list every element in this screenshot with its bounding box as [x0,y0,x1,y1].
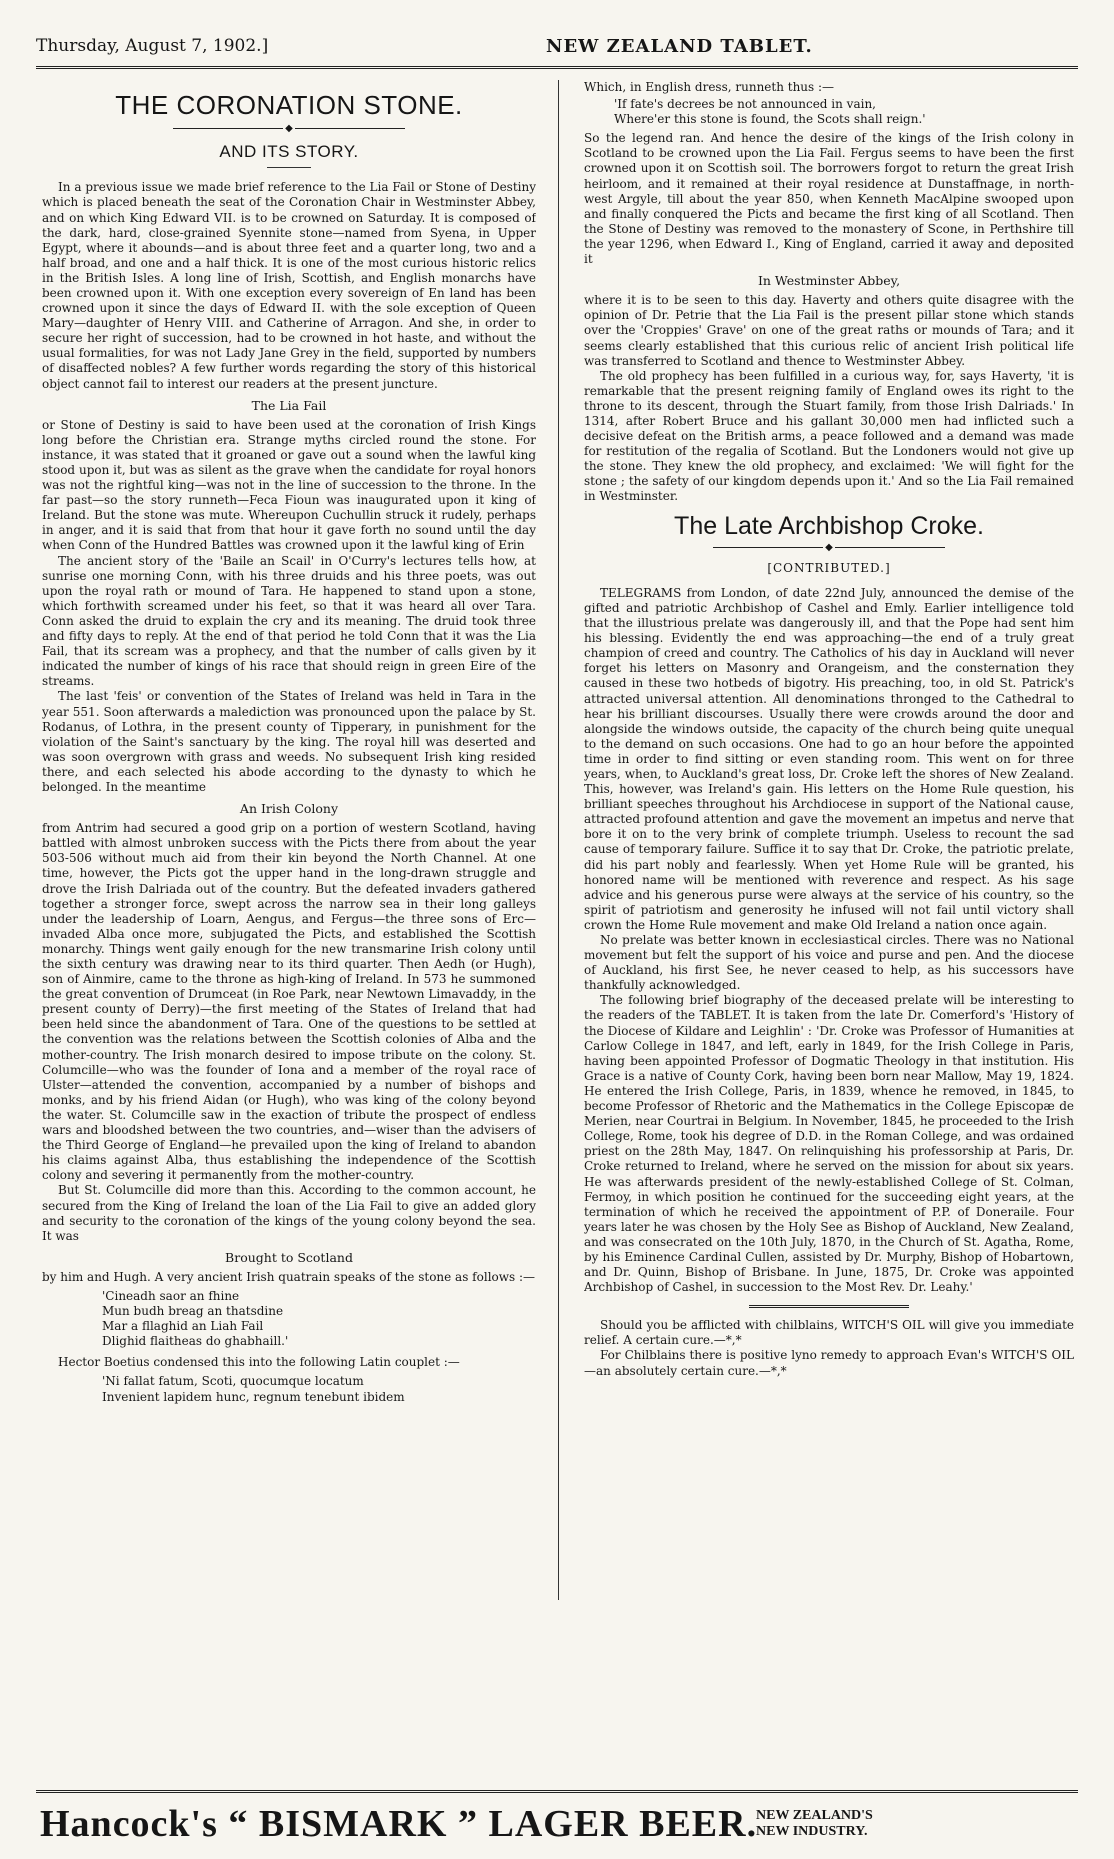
paper-title: NEW ZEALAND TABLET. [546,36,813,57]
article-title-coronation: THE CORONATION STONE. [115,90,463,120]
paragraph: The old prophecy has been fulfilled in a curious way, for, says Haverty, 'it is remarkable that the present reigning family of England owes its right to the throne to its descent, through the Stuart family, from those Irish Dalriads.' In 1314, after Robert Bruce and his gallant 30,000 men had inflicted such a decisive defeat on the British arms, a peace followed and a demand was made for restitution of the regalia of Scotland. But the Londoners would not give up the stone. They knew the old prophecy, and exclaimed: 'We will fight for the stone ; the safety of our kingdom depends upon it.' And so the Lia Fail remained in Westminster. [584,368,1074,504]
ornament-divider: ◆ [584,540,1074,555]
section-heading: An Irish Colony [239,801,339,817]
ad-tagline [756,1808,873,1840]
left-column [42,80,536,1599]
advertisement [36,1803,1078,1852]
page-header [36,36,1078,66]
paragraph: Hector Boetius condensed this into the following Latin couplet :— [58,1355,460,1370]
right-column [584,80,1074,1599]
irish-quatrain [102,1289,536,1349]
section-separator [749,1305,909,1308]
paragraph: In a previous issue we made brief reference to the Lia Fail or Stone of Destiny which is placed beneath the seat of the Coronation Chair in Westminster Abbey, and on which King Edward VII. is to be crowned on Saturday. It is composed of the dark, hard, close-grained Syennite stone—named from Syena, in Upper Egypt, where it abounds—and is about three feet and a quarter long, two and a half broad, and one and a half thick. It is one of the most curious historic relics in the British Isles. A long line of Irish, Scottish, and English monarchs have been crowned upon it. With one exception every sovereign of En land has been crowned upon it since the days of Edward II. with the sole exception of Queen Mary—daughter of Henry VIII. and Catherine of Arragon. And she, in order to secure her right of succession, had to be crowned in hot haste, and without the usual formalities, for was not Lady Jane Grey in the field, supported by numbers of disaffected nobles? A few further words regarding the story of this historical object cannot fail to interest our readers at the present juncture. [42,180,536,391]
notice: Should you be afflicted with chilblains, WITCH'S OIL will give you immediate relief. A certain cure.—*,* [584,1318,1074,1348]
issue-date: Thursday, August 7, 1902.] [36,36,269,56]
paragraph: The following brief biography of the deceased prelate will be interesting to the readers of the TABLET. It is taken from the late Dr. Comerford's 'History of the Diocese of Kildare and Leighlin' : 'Dr. Croke was Professor of Humanities at Carlow College in 1847, and left, early in 1849, for the Irish College in Paris, having been appointed Professor of Dogmatic Theology in that institution. His Grace is a native of County Cork, having been born near Mallow, May 19, 1824. He entered the Irish College, Paris, in 1839, whence he removed, in 1845, to become Professor of Rhetoric and the Mathematics in the College Episcopæ de Merien, near Courtrai in Belgium. In November, 1845, he proceeded to the Irish College, Rome, took his degree of D.D. in the Roman College, and was ordained priest on the 28th May, 1847. On relinquishing his professorship at Paris, Dr. Croke returned to Ireland, where he served on the mission for about six years. He was afterwards president of the newly-established College of St. Colman, Fermoy, in which position he continued for the succeeding eight years, at the termination of which he received the appointment of P.P. of Doneraile. Four years later he was chosen by the Holy See as Bishop of Auckland, New Zealand, and was consecrated on the 10th July, 1870, in the Church of St. Agatha, Rome, by his Eminence Cardinal Cullen, assisted by Dr. Murphy, Bishop of Hobartown, and Dr. Quinn, Bishop of Brisbane. In June, 1875, Dr. Croke was appointed Archbishop of Cashel, in succession to the Most Rev. Dr. Leahy.' [584,993,1074,1295]
paragraph: by him and Hugh. A very ancient Irish quatrain speaks of the stone as follows :— [42,1269,536,1284]
verse-line: Invenient lapidem hunc, regnum tenebunt ibidem [102,1389,405,1404]
column-divider [558,80,559,1600]
section-heading: Brought to Scotland [225,1249,353,1265]
notice: For Chilblains there is positive lyno remedy to approach Evan's WITCH'S OIL—an absolutely certain cure.—*,* [584,1348,1074,1378]
ornament-divider: ◆ [42,121,536,136]
paragraph: Which, in English dress, runneth thus :— [584,80,835,94]
footer-rule [36,1790,1078,1793]
short-rule [267,167,311,168]
header-rule [36,66,1078,69]
section-heading: The Lia Fail [251,397,327,413]
paragraph: The last 'feis' or convention of the States of Ireland was held in Tara in the year 551. Soon afterwards a malediction was pronounced upon the palace by St. Rodanus, of Lothra, in the present county of Tipperary, in punishment for the violation of the Saint's sanctuary by the king. The royal hill was deserted and was soon overgrown with grass and weeds. No subsequent Irish king resided there, and each selected his abode according to the dynasty to which he belonged. In the meantime [42,689,536,794]
paragraph: or Stone of Destiny is said to have been used at the coronation of Irish Kings long before the Christian era. Strange myths circled round the stone. For instance, it was stated that it groaned or gave out a sound when the lawful king stood upon it, but was as silent as the grave when the candidate for royal honors was not the rightful king—was not in the line of succession to the throne. In the far past—so the story runneth—Feca Fioun was inaugurated upon it king of Ireland. But the stone was mute. Whereupon Cuchullin struck it rudely, perhaps in anger, and it is said that from that hour it gave forth no sound until the day when Conn of the Hundred Battles was crowned upon it the lawful king of Erin [42,417,536,553]
verse-line: 'Ni fallat fatum, Scoti, quocumque locatum [102,1374,364,1389]
latin-couplet [102,1374,536,1404]
ad-tagline-line: NEW ZEALAND'S [756,1808,873,1823]
paragraph: So the legend ran. And hence the desire of the kings of the Irish colony in Scotland to be crowned upon the Lia Fail. Fergus seems to have been the first crowned upon it on Scottish soil. The borrowers forgot to return the great Irish heirloom, and it remained at their royal residence at Dunstaffnage, in north-west Argyle, till about the year 850, when Kenneth MacAlpine swooped upon and finally conquered the Picts and became the first king of all Scotland. Then the Stone of Destiny was removed to the monastery of Scone, in Perthshire till the year 1296, when Edward I., King of England, carried it away and deposited it [584,131,1074,267]
paragraph: from Antrim had secured a good grip on a portion of western Scotland, having battled with almost unbroken success with the Picts there from about the year 503-506 without much aid from their kin beyond the North Channel. At one time, however, the Picts got the upper hand in the long-drawn struggle and drove the Irish Dalriada out of the country. But the defeated invaders gathered together a stronger force, swept across the narrow sea in their long galleys under the leadership of Loarn, Aengus, and Fergus—the three sons of Erc—invaded Alba once more, subjugated the Picts, and established the Scottish monarchy. Things went gaily enough for the new transmarine Irish colony until the sixth century was drawing near to its third quarter. Then Aedh (or Hugh), son of Ainmire, came to the throne as high-king of Ireland. In 573 he summoned the great convention of Drumceat (in Roe Park, near Newtown Limavaddy, in the present county of Derry)—the first meeting of the States of Ireland that had been held since the abandonment of Tara. One of the questions to be settled at the convention was the relations between the Scottish colonies of Alba and the mother-country. The Irish monarch desired to impose tribute on the colony. St. Columcille—who was the founder of Iona and a member of the royal race of Ulster—attended the convention, accompanied by a number of bishops and monks, and by his friend Aidan (or Hugh), who was king of the colony beyond the water. St. Columcille saw in the exaction of tribute the prospect of endless wars and bloodshed between the two countries, and—wiser than the advisers of the Third George of England—he prevailed upon the king of Ireland to abandon his claims against Alba, thus establishing the independence of the Scottish colony and severing it permanently from the mother-country. [42,821,536,1183]
verse-line: Dlighid flaitheas do ghabhaill.' [102,1334,289,1349]
paragraph: No prelate was better known in ecclesiastical circles. There was no National movement but felt the support of his voice and purse and pen. And the diocese of Auckland, his first See, he never ceased to help, as his successors have thankfully acknowledged. [584,933,1074,993]
article-title-croke: The Late Archbishop Croke. [674,511,984,540]
paragraph: TELEGRAMS from London, of date 22nd July, announced the demise of the gifted and patriotic Archbishop of Cashel and Emly. Earlier intelligence told that the illustrious prelate was dangerously ill, and that the Pope had sent him his blessing. Evidently the end was approaching—the end of a truly great champion of creed and country. The Catholics of his day in Auckland will never forget his letters on Masonry and Orangeism, and the consternation they caused in these two hotbeds of bigotry. His preaching, too, in old St. Patrick's attracted universal attention. All denominations thronged to the Cathedral to hear his brilliant discourses. Usually there were crowds around the door and alongside the windows outside, the capacity of the church being quite unequal to the demand on such occasions. One had to go an hour before the appointed time in order to find sitting or even standing room. This went on for three years, when, to Auckland's great loss, Dr. Croke left the shores of New Zealand. This, however, was Ireland's gain. His letters on the Home Rule question, his brilliant speeches throughout his Archdiocese in support of the National cause, attracted profound attention and gave the movement an impetus and nerve that bore it on to the very brink of complete triumph. Useless to recount the sad cause of temporary failure. Suffice it to say that Dr. Croke, the patriotic prelate, did his part nobly and fearlessly. When yet Home Rule will be granted, his honored name will be mentioned with reverence and respect. As his sage advice and his generous purse were always at the service of his country, so the spirit of patriotism and generosity he infused will not fail until victory shall crown the Home Rule movement and make Old Ireland a nation once again. [584,585,1074,932]
verse-line: Where'er this stone is found, the Scots shall reign.' [614,112,926,127]
verse-line: Mar a fllaghid an Liah Fail [102,1319,264,1334]
english-couplet [614,97,1074,127]
paragraph: But St. Columcille did more than this. According to the common account, he secured from the King of Ireland the loan of the Lia Fail to give an added glory and security to the coronation of the kings of the young colony beyond the sea. It was [42,1183,536,1243]
verse-line: Mun budh breag an thatsdine [102,1304,284,1319]
contributed-label: [CONTRIBUTED.] [767,560,891,575]
ad-headline: Hancock's “ BISMARK ” LAGER BEER. [40,1803,758,1845]
verse-line: 'If fate's decrees be not announced in vain, [614,97,876,112]
section-heading: In Westminster Abbey, [757,273,901,289]
paragraph: where it is to be seen to this day. Haverty and others quite disagree with the opinion of Dr. Petrie that the Lia Fail is the present pillar stone which stands over the 'Croppies' Grave' on one of the great raths or mounds of Tara; and it seems clearly established that this curious relic of ancient Irish political life was transferred to Scotland and thence to Westminster Abbey. [584,293,1074,368]
article-subtitle: AND ITS STORY. [219,142,359,162]
verse-line: 'Cineadh saor an fhine [102,1288,240,1303]
ad-tagline-line: NEW INDUSTRY. [756,1824,868,1839]
paragraph: The ancient story of the 'Baile an Scail' in O'Curry's lectures tells how, at sunrise one morning Conn, with his three druids and his three poets, was out upon the royal rath or mound of Tara. He happened to stand upon a stone, which forthwith screamed under his feet, so that it was heard all over Tara. Conn asked the druid to explain the cry and its meaning. The druid took three and fifty days to reply. At the end of that period he told Conn that it was the Lia Fail, that its scream was a prophecy, and that the number of calls given by it indicated the number of kings of his race that should reign in green Eire of the streams. [42,553,536,689]
